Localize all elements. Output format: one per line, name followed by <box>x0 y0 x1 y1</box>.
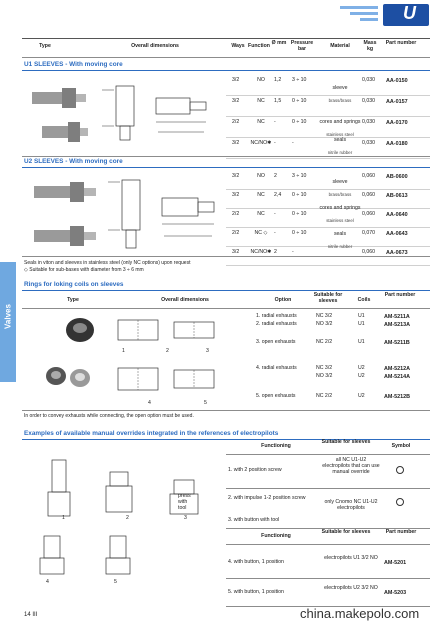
col-header-type: Type <box>39 43 51 49</box>
cell-mass: 0,030 <box>362 98 375 104</box>
ring-fig-label: 3 <box>206 348 209 354</box>
cell-diam: - <box>274 140 276 146</box>
ring-coils: U2 <box>358 393 365 399</box>
cell-pressure: 3 ÷ 10 <box>292 173 307 179</box>
material-main: seals <box>333 231 347 237</box>
ring-part-number: AM-5212B <box>384 394 411 400</box>
cell-mass: 0,060 <box>362 249 375 255</box>
col-header-mass: Mass kg <box>363 40 377 52</box>
cell-function: NC <box>257 192 265 198</box>
rule <box>22 38 430 39</box>
ring-photo-1 <box>58 312 108 346</box>
ring-suitable: NC 3/2 <box>316 365 333 371</box>
cell-ways: 3/2 <box>232 77 240 83</box>
ring-drawing-1 <box>112 316 222 348</box>
override-fig-label: 3 <box>184 515 187 521</box>
decor-stripe <box>340 6 378 9</box>
cell-ways: 2/2 <box>232 119 240 125</box>
override-functioning: 3. with button with tool <box>228 517 280 523</box>
cell-diam: 1,5 <box>274 98 282 104</box>
override-suitable: only Cnomo NC U1-U2 electropilots <box>324 499 378 511</box>
col-header-part: Part number <box>385 40 417 46</box>
cell-function: NC <box>257 211 265 217</box>
material-sub: brass/brass <box>328 192 352 197</box>
rule <box>226 454 430 455</box>
overrides-header-functioning: Functioning <box>261 443 291 449</box>
ring-suitable: NC 2/2 <box>316 393 333 399</box>
ring-photo-2 <box>40 362 94 392</box>
u1-section-title: U1 SLEEVES - With moving core <box>24 61 123 68</box>
rule <box>22 167 430 168</box>
row-divider <box>226 189 430 190</box>
ring-suitable: NC 3/2 <box>316 313 333 319</box>
ring-drawing-2 <box>112 362 222 402</box>
col-header-function: Function <box>248 43 270 49</box>
cell-function: NO <box>257 77 265 83</box>
u2-sleeve-photo-2 <box>30 216 100 256</box>
rings-note: In order to convey exhausts while connecting, the open option must be used. <box>24 413 194 419</box>
override-fig-label: 2 <box>126 515 129 521</box>
ring-coils: U2 <box>358 365 365 371</box>
rule <box>226 544 430 545</box>
rings-header-suitable: Suitable for sleeves <box>313 292 343 304</box>
col-header-diam: Ø mm <box>271 40 287 46</box>
cell-mass: 0,030 <box>362 77 375 83</box>
override-part-number: AM-5201 <box>384 560 407 566</box>
cell-mass: 0,030 <box>362 119 375 125</box>
cell-ways: 3/2 <box>232 173 240 179</box>
cell-part-number: AA-0170 <box>386 120 408 126</box>
overrides-header2-functioning: Functioning <box>261 533 291 539</box>
cell-pressure: 3 ÷ 10 <box>292 77 307 83</box>
cell-pressure: 0 ÷ 10 <box>292 119 307 125</box>
cell-ways: 2/2 <box>232 230 240 236</box>
cell-mass: 0,030 <box>362 140 375 146</box>
ring-part-number: AM-5211A <box>384 314 410 320</box>
ring-option: 4. radial exhausts <box>256 365 297 371</box>
material-sub: stainless steel <box>326 132 354 137</box>
ring-part-number: AM-5213A <box>384 322 411 328</box>
override-functioning: 5. with button, 1 position <box>228 589 284 595</box>
cell-part-number: AA-0673 <box>386 250 408 256</box>
u2-note-2: ◇ Suitable for sub-bases with diameter from 3 ÷ 6 mm <box>24 267 144 273</box>
cell-ways: 3/2 <box>232 98 240 104</box>
override-functioning: 4. with button, 1 position <box>228 559 284 565</box>
row-divider <box>226 265 430 266</box>
rings-header-option: Option <box>274 297 292 303</box>
rings-header-coils: Coils <box>357 297 371 303</box>
rule <box>22 57 430 58</box>
cell-pressure: - <box>292 249 294 255</box>
material-sub: nitrile rubber <box>327 150 353 155</box>
rule <box>22 256 430 257</box>
cell-function: NC/NO✱ <box>250 140 272 146</box>
cell-part-number: AA-0640 <box>386 212 408 218</box>
material-sub: stainless steel <box>326 218 354 223</box>
u2-section-title: U2 SLEEVES - With moving core <box>24 158 123 165</box>
rule <box>22 308 430 309</box>
row-divider <box>226 158 430 159</box>
rings-section-title: Rings for loking coils on sleeves <box>24 281 124 288</box>
cell-diam: - <box>274 211 276 217</box>
override-suitable: all NC U1-U2 electropilots that can use manual override <box>322 457 380 475</box>
ring-coils: U2 <box>358 373 365 379</box>
ring-suitable: NC 2/2 <box>316 339 333 345</box>
ring-coils: U1 <box>358 339 365 345</box>
row-divider <box>226 227 430 228</box>
cell-diam: 2,4 <box>274 192 282 198</box>
override-symbol-icon <box>396 466 404 474</box>
override-fig-label: 5 <box>114 579 117 585</box>
rings-header-dims: Overall dimensions <box>161 297 209 303</box>
material-main: sleeve <box>332 179 348 185</box>
cell-part-number: AA-0157 <box>386 99 408 105</box>
col-header-dims: Overall dimensions <box>131 43 179 49</box>
cell-diam: 2 <box>274 249 277 255</box>
cell-mass: 0,060 <box>362 192 375 198</box>
cell-ways: 3/2 <box>232 140 240 146</box>
overrides-header-symbol: Symbol <box>391 443 411 449</box>
cell-function: NO <box>257 173 265 179</box>
rings-header-type: Type <box>67 297 79 303</box>
cell-part-number: AA-0180 <box>386 141 408 147</box>
ring-part-number: AM-5211B <box>384 340 410 346</box>
material-sub: brass/brass <box>328 98 352 103</box>
ring-suitable: NO 3/2 <box>316 373 333 379</box>
material-main: sleeve <box>332 85 348 91</box>
rings-header-part: Part number <box>384 292 416 298</box>
col-header-ways: Ways <box>231 43 245 49</box>
ring-fig-label: 1 <box>122 348 125 354</box>
cell-pressure: 0 ÷ 10 <box>292 230 307 236</box>
ring-coils: U1 <box>358 313 365 319</box>
cell-diam: 2 <box>274 173 277 179</box>
ring-fig-label: 5 <box>204 400 207 406</box>
u2-sleeve-photo-1 <box>30 170 100 214</box>
ring-option: 3. open exhausts <box>256 339 296 345</box>
override-symbol-icon <box>396 498 404 506</box>
cell-diam: - <box>274 230 276 236</box>
cell-part-number: AA-0643 <box>386 231 408 237</box>
override-functioning: 1. with 2 position screw <box>228 467 282 473</box>
override-functioning: 2. with impulse 1-2 position screw <box>228 495 306 501</box>
rule <box>226 578 430 579</box>
cell-pressure: - <box>292 140 294 146</box>
decor-stripe <box>350 12 378 15</box>
cell-function: NC ◇ <box>254 230 268 236</box>
ring-option: 1. radial exhausts <box>256 313 297 319</box>
overrides-header2-suitable: Suitable for sleeves <box>321 529 371 535</box>
material-main: seals <box>333 137 347 143</box>
rule <box>226 488 430 489</box>
sidebar-label: Valves <box>3 304 13 329</box>
cell-part-number: AB-0600 <box>386 174 408 180</box>
brand-logo-glyph: U <box>403 3 416 23</box>
ring-suitable: NO 3/2 <box>316 321 333 327</box>
overrides-section-title: Examples of available manual overrides integrated in the references of electropilots <box>24 430 279 437</box>
decor-stripe <box>360 18 378 21</box>
cell-diam: - <box>274 119 276 125</box>
ring-part-number: AM-5212A <box>384 366 411 372</box>
override-part-number: AM-5203 <box>384 590 407 596</box>
override-fig-label: 4 <box>46 579 49 585</box>
ring-fig-label: 2 <box>166 348 169 354</box>
page-number: 14 III <box>24 612 38 618</box>
override-drawings-bottom <box>34 532 154 580</box>
cell-ways: 3/2 <box>232 249 240 255</box>
tool-label: press with tool <box>178 493 191 511</box>
cell-pressure: 0 ÷ 10 <box>292 192 307 198</box>
override-suitable: electropilots U1 3/2 NO <box>324 555 378 561</box>
cell-function: NC <box>257 119 265 125</box>
cell-part-number: AB-0613 <box>386 193 408 199</box>
row-divider <box>226 116 430 117</box>
ring-fig-label: 4 <box>148 400 151 406</box>
col-header-pressure: Pressure bar <box>290 40 314 52</box>
cell-function: NC <box>257 98 265 104</box>
cell-ways: 3/2 <box>232 192 240 198</box>
rule <box>22 410 430 411</box>
u2-dimension-drawing <box>104 172 228 256</box>
material-main: cores and springs <box>319 119 361 125</box>
rule <box>22 156 430 157</box>
material-sub: nitrile rubber <box>327 244 353 249</box>
u1-sleeve-photo-2 <box>36 112 90 152</box>
overrides-header-suitable: Suitable for sleeves <box>321 439 371 445</box>
cell-function: NC/NO✱ <box>250 249 272 255</box>
ring-option: 5. open exhausts <box>256 393 296 399</box>
watermark: china.makepolo.com <box>300 606 420 621</box>
material-main: cores and springs <box>319 205 361 211</box>
override-fig-label: 1 <box>62 515 65 521</box>
cell-ways: 2/2 <box>232 211 240 217</box>
ring-part-number: AM-5214A <box>384 374 411 380</box>
ring-coils: U1 <box>358 321 365 327</box>
row-divider <box>226 95 430 96</box>
cell-mass: 0,070 <box>362 230 375 236</box>
cell-mass: 0,060 <box>362 211 375 217</box>
col-header-material: Material <box>330 43 350 49</box>
cell-diam: 1,2 <box>274 77 282 83</box>
override-suitable: electropilots U2 3/2 NO <box>324 585 378 591</box>
cell-mass: 0,060 <box>362 173 375 179</box>
rule <box>22 290 430 291</box>
overrides-header2-part: Part number <box>385 529 417 535</box>
ring-option: 2. radial exhausts <box>256 321 297 327</box>
rule <box>22 70 430 71</box>
cell-pressure: 0 ÷ 10 <box>292 211 307 217</box>
cell-part-number: AA-0150 <box>386 78 408 84</box>
u1-dimension-drawing <box>96 78 224 150</box>
cell-pressure: 0 ÷ 10 <box>292 98 307 104</box>
u2-note-1: Seals in viton and sleeves in stainless steel (only NC options) upon request <box>24 260 191 266</box>
top-strip <box>0 0 441 30</box>
